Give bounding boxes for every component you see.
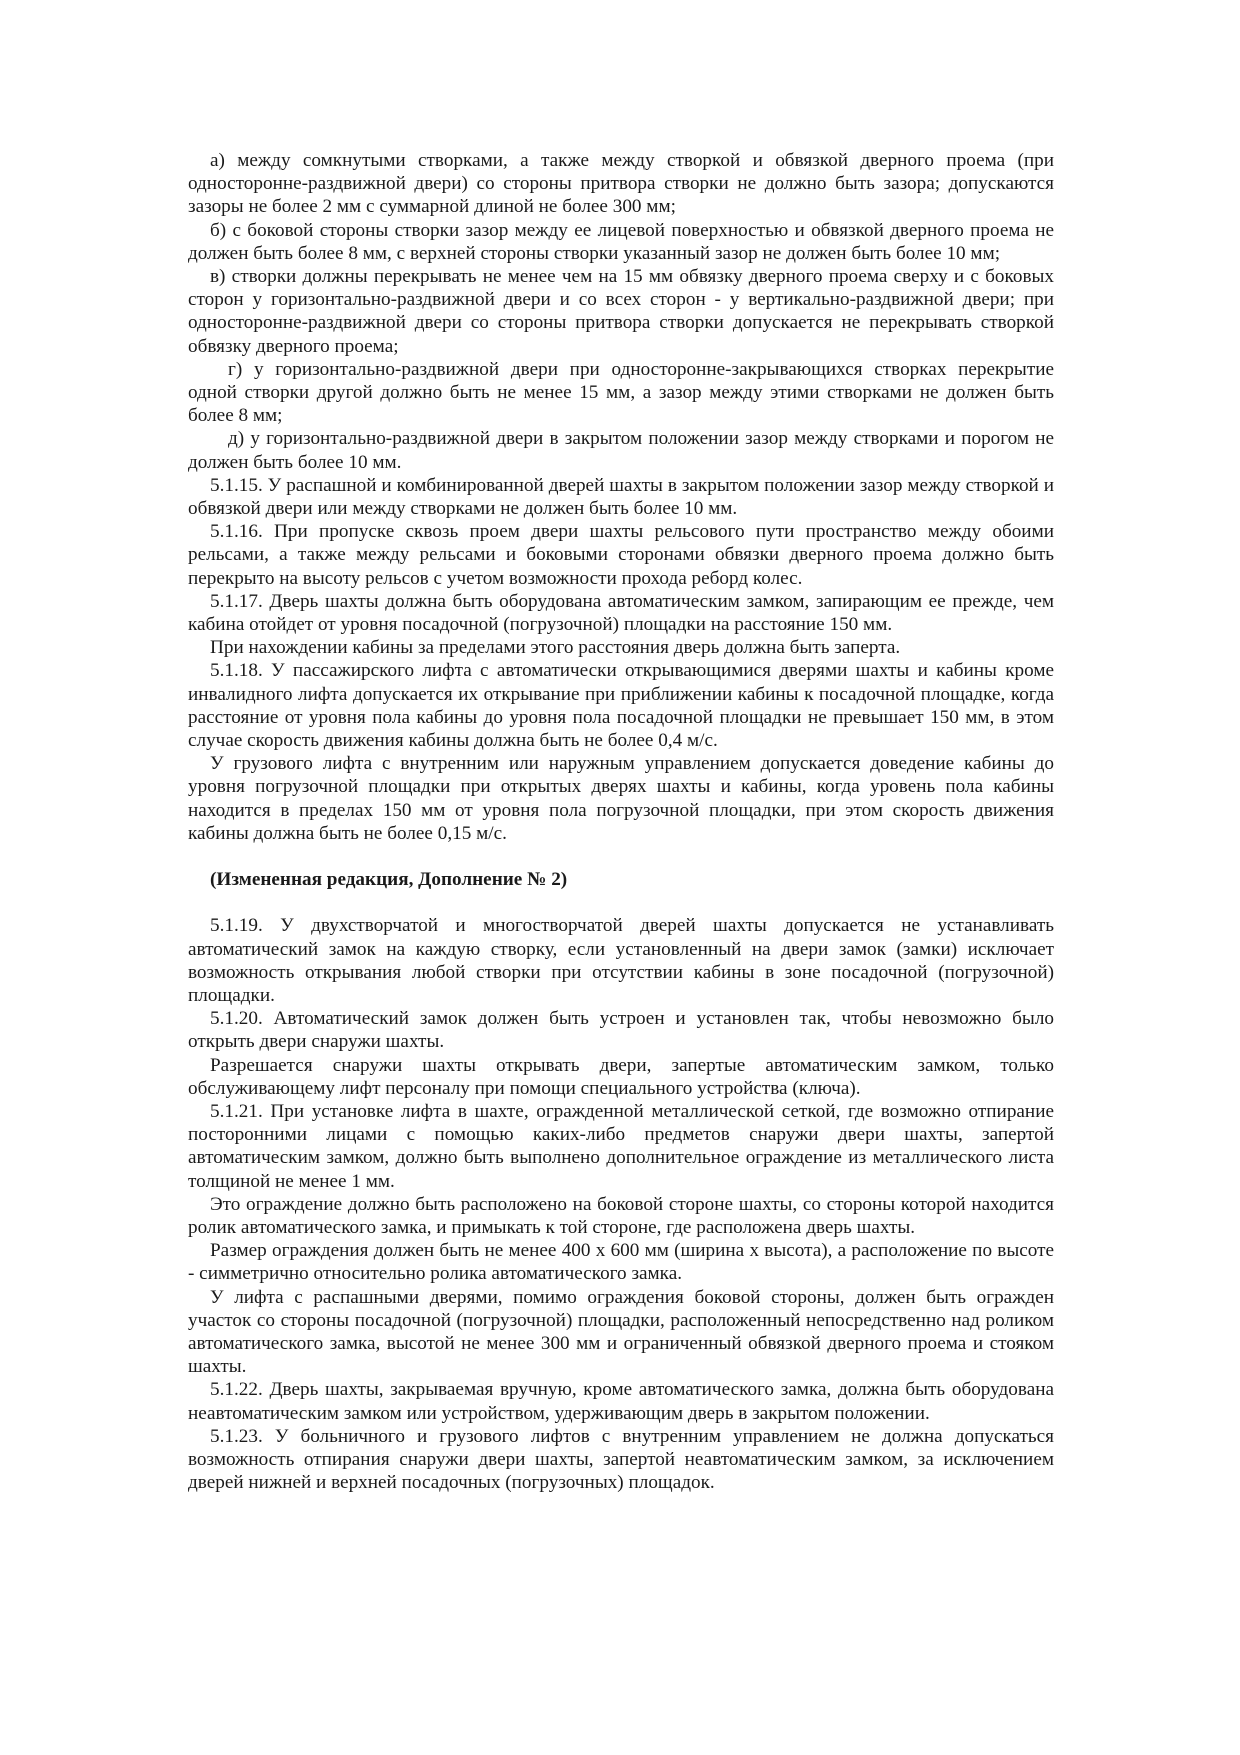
section-5-1-20-permission-paragraph: Разрешается снаружи шахты открывать двери, запертые автоматическим замком, только обслуживающему лифт персоналу при помощи специального устройства (ключа).: [188, 1054, 1054, 1099]
section-5-1-21-location-paragraph: Это ограждение должно быть расположено на боковой стороне шахты, со стороны которой находится ролик автоматического замка, и примыкать к той стороне, где расположена дверь шахты.: [188, 1193, 1054, 1238]
section-5-1-18-cargo-paragraph: У грузового лифта с внутренним или наружным управлением допускается доведение кабины до уровня погрузочной площадки при открытых дверях шахты и кабины, когда уровень пола кабины находится в пределах 150 мм от уровня пола погрузочной площадки, при этом скорость движения кабины должна быть не более 0,15 м/с.: [188, 753, 1054, 844]
clause-a-paragraph: а) между сомкнутыми створками, а также между створкой и обвязкой дверного проема (при односторонне-раздвижной двери) со стороны притвора створки не должно быть зазора; допускаются зазоры не более 2 мм с суммарной длиной не более 300 мм;: [188, 150, 1054, 218]
section-5-1-23-paragraph: 5.1.23. У больничного и грузового лифтов с внутренним управлением не должна допускаться возможность отпирания снаружи двери шахты, запертой неавтоматическим замком, за исключением дверей нижней и верхней посадочных (погрузочных) площадок.: [188, 1425, 1054, 1494]
section-5-1-21-swing-door-paragraph: У лифта с распашными дверями, помимо ограждения боковой стороны, должен быть огражден участок со стороны посадочной (погрузочной) площадки, расположенный непосредственно над роликом автоматического замка, высотой не менее 300 мм и ограниченный обвязкой дверного проема и стояком шахты.: [188, 1286, 1054, 1378]
section-5-1-17-paragraph: 5.1.17. Дверь шахты должна быть оборудована автоматическим замком, запирающим ее прежде, чем кабина отойдет от уровня посадочной (погрузочной) площадки на расстояние 150 мм.: [188, 590, 1054, 636]
section-5-1-22-paragraph: 5.1.22. Дверь шахты, закрываемая вручную, кроме автоматического замка, должна быть оборудована неавтоматическим замком или устройством, удерживающим дверь в закрытом положении.: [188, 1379, 1054, 1424]
amendment-note: (Измененная редакция, Дополнение № 2): [210, 869, 568, 891]
section-5-1-21-size-paragraph: Размер ограждения должен быть не менее 400 х 600 мм (ширина х высота), а расположение по высоте - симметрично относительно ролика автоматического замка.: [188, 1240, 1054, 1285]
clause-v-paragraph: в) створки должны перекрывать не менее чем на 15 мм обвязку дверного проема сверху и с боковых сторон у горизонтально-раздвижной двери и со всех сторон - у вертикально-раздвижной двери; при односторонне-раздвижной двери со стороны притвора створки допускается не перекрывать створкой обвязку дверного проема;: [188, 266, 1054, 357]
section-5-1-20-paragraph: 5.1.20. Автоматический замок должен быть устроен и установлен так, чтобы невозможно было открыть двери снаружи шахты.: [188, 1008, 1054, 1053]
section-5-1-19-paragraph: 5.1.19. У двухстворчатой и многостворчатой дверей шахты допускается не устанавливать автоматический замок на каждую створку, если установленный на двери замок (замки) исключает возможность открывания любой створки при отсутствии кабины в зоне посадочной (погрузочной) площадки.: [188, 915, 1054, 1006]
section-5-1-17-note-paragraph: При нахождении кабины за пределами этого расстояния дверь должна быть заперта.: [210, 637, 901, 659]
section-5-1-18-paragraph: 5.1.18. У пассажирского лифта с автоматически открывающимися дверями шахты и кабины кроме инвалидного лифта допускается их открывание при приближении кабины к посадочной площадке, когда расстояние от уровня пола кабины до уровня пола посадочной площадки не превышает 150 мм, в этом случае скорость движения кабины должна быть не более 0,4 м/с.: [188, 660, 1054, 752]
section-5-1-15-paragraph: 5.1.15. У распашной и комбинированной дверей шахты в закрытом положении зазор между створкой и обвязкой двери или между створками не должен быть более 10 мм.: [188, 474, 1054, 520]
section-5-1-16-paragraph: 5.1.16. При пропуске сквозь проем двери шахты рельсового пути пространство между обоими рельсами, а также между рельсами и боковыми сторонами обвязки дверного проема должно быть перекрыто на высоту рельсов с учетом возможности прохода реборд колес.: [188, 521, 1054, 589]
clause-d-paragraph: д) у горизонтально-раздвижной двери в закрытом положении зазор между створками и порогом не должен быть более 10 мм.: [188, 428, 1054, 473]
clause-g-paragraph: г) у горизонтально-раздвижной двери при односторонне-закрывающихся створках перекрытие одной створки другой должно быть не менее 15 мм, а зазор между этими створками не должен быть более 8 мм;: [188, 358, 1054, 427]
section-5-1-21-paragraph: 5.1.21. При установке лифта в шахте, огражденной металлической сеткой, где возможно отпирание посторонними лицами с помощью каких-либо предметов снаружи двери шахты, запертой автоматическим замком, должно быть выполнено дополнительное ограждение из металлического листа толщиной не менее 1 мм.: [188, 1100, 1054, 1192]
document-page: [188, 149, 1054, 1494]
clause-b-paragraph: б) с боковой стороны створки зазор между ее лицевой поверхностью и обвязкой дверного проема не должен быть более 8 мм, с верхней стороны створки указанный зазор не должен быть более 10 мм;: [188, 219, 1054, 264]
